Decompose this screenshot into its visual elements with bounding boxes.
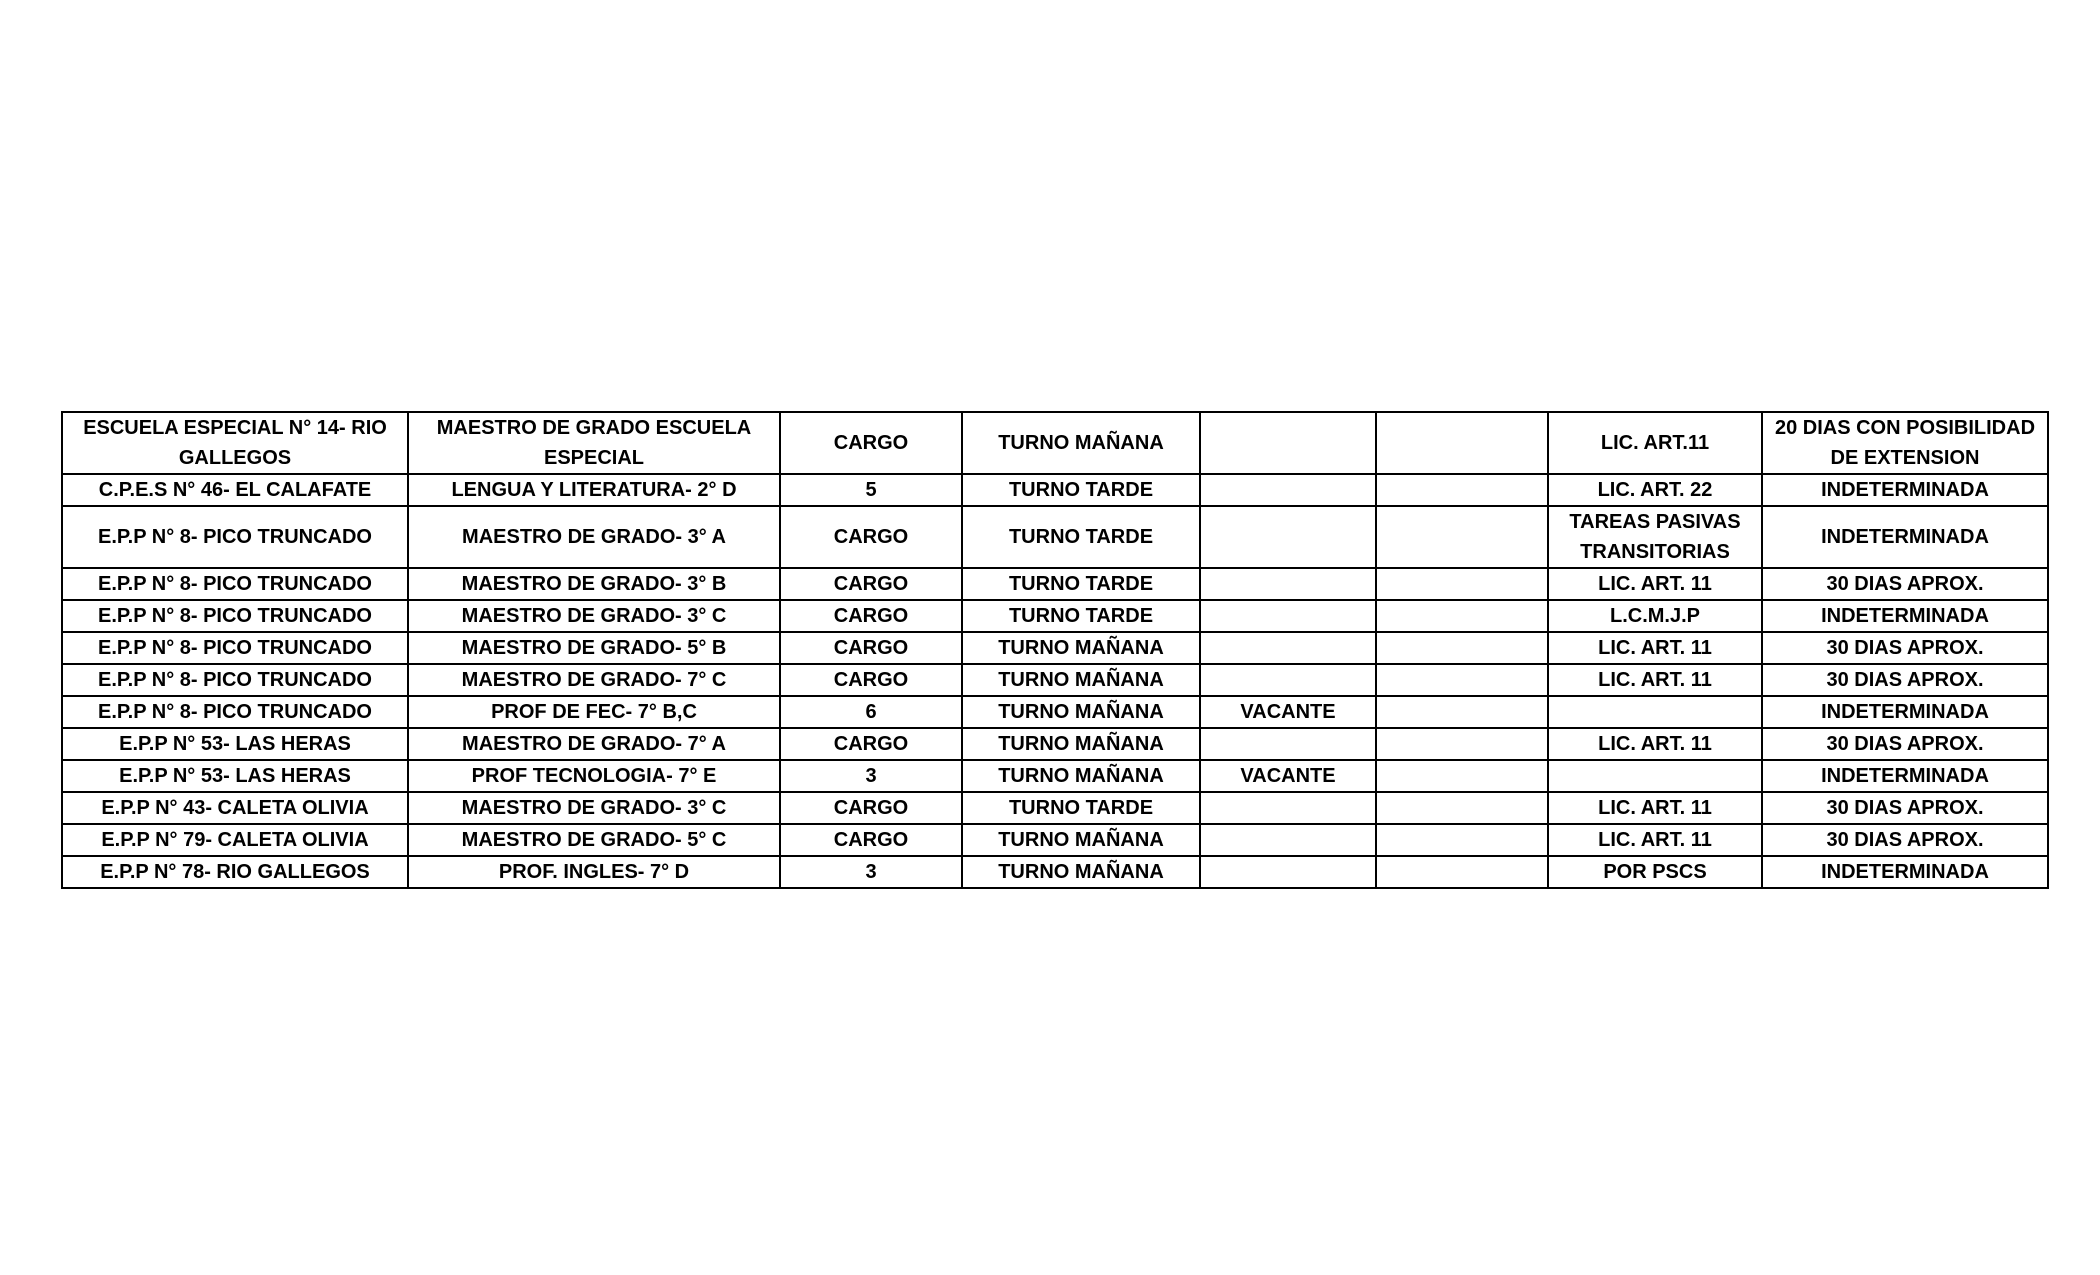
cell-situacion	[1200, 728, 1376, 760]
table-row	[62, 568, 2048, 600]
cell-escuela: E.P.P N° 8- PICO TRUNCADO	[62, 506, 408, 568]
cell-duracion: 30 DIAS APROX.	[1762, 824, 2048, 856]
table-row	[62, 474, 2048, 506]
cell-motivo: LIC. ART. 11	[1548, 632, 1762, 664]
cell-puesto: MAESTRO DE GRADO- 7° A	[408, 728, 780, 760]
cell-escuela: E.P.P N° 8- PICO TRUNCADO	[62, 632, 408, 664]
cell-extra	[1376, 856, 1548, 888]
cell-motivo: L.C.M.J.P	[1548, 600, 1762, 632]
cell-situacion	[1200, 568, 1376, 600]
cell-turno: TURNO TARDE	[962, 506, 1200, 568]
cell-extra	[1376, 412, 1548, 474]
cell-motivo: TAREAS PASIVAS TRANSITORIAS	[1548, 506, 1762, 568]
cell-extra	[1376, 632, 1548, 664]
cell-duracion: INDETERMINADA	[1762, 856, 2048, 888]
cell-escuela: E.P.P N° 53- LAS HERAS	[62, 760, 408, 792]
cell-extra	[1376, 664, 1548, 696]
cell-motivo: LIC. ART. 11	[1548, 824, 1762, 856]
cell-puesto: PROF TECNOLOGIA- 7° E	[408, 760, 780, 792]
cell-duracion: INDETERMINADA	[1762, 696, 2048, 728]
cell-extra	[1376, 600, 1548, 632]
cell-escuela: E.P.P N° 78- RIO GALLEGOS	[62, 856, 408, 888]
cell-situacion	[1200, 412, 1376, 474]
cell-situacion	[1200, 664, 1376, 696]
cell-motivo	[1548, 760, 1762, 792]
table-row	[62, 632, 2048, 664]
cell-duracion: 30 DIAS APROX.	[1762, 632, 2048, 664]
cell-duracion: INDETERMINADA	[1762, 600, 2048, 632]
cell-turno: TURNO MAÑANA	[962, 696, 1200, 728]
cell-horas: CARGO	[780, 824, 962, 856]
cell-horas: CARGO	[780, 792, 962, 824]
cell-motivo: LIC. ART. 11	[1548, 568, 1762, 600]
cell-extra	[1376, 506, 1548, 568]
cell-situacion	[1200, 632, 1376, 664]
vacancies-table	[61, 411, 2049, 889]
cell-horas: CARGO	[780, 568, 962, 600]
cell-duracion: 30 DIAS APROX.	[1762, 568, 2048, 600]
table-row	[62, 856, 2048, 888]
cell-extra	[1376, 824, 1548, 856]
cell-escuela: E.P.P N° 79- CALETA OLIVIA	[62, 824, 408, 856]
cell-situacion: VACANTE	[1200, 760, 1376, 792]
vacancies-sheet	[61, 411, 2049, 889]
cell-extra	[1376, 792, 1548, 824]
cell-duracion: 30 DIAS APROX.	[1762, 664, 2048, 696]
cell-situacion	[1200, 792, 1376, 824]
cell-horas: CARGO	[780, 506, 962, 568]
cell-extra	[1376, 696, 1548, 728]
cell-escuela: E.P.P N° 8- PICO TRUNCADO	[62, 696, 408, 728]
cell-puesto: MAESTRO DE GRADO- 5° C	[408, 824, 780, 856]
cell-puesto: MAESTRO DE GRADO- 3° B	[408, 568, 780, 600]
cell-duracion: 20 DIAS CON POSIBILIDAD DE EXTENSION	[1762, 412, 2048, 474]
cell-motivo: LIC. ART. 11	[1548, 792, 1762, 824]
cell-duracion: 30 DIAS APROX.	[1762, 792, 2048, 824]
cell-situacion	[1200, 856, 1376, 888]
cell-turno: TURNO TARDE	[962, 792, 1200, 824]
cell-situacion	[1200, 474, 1376, 506]
cell-puesto: PROF. INGLES- 7° D	[408, 856, 780, 888]
cell-duracion: INDETERMINADA	[1762, 760, 2048, 792]
cell-duracion: 30 DIAS APROX.	[1762, 728, 2048, 760]
cell-puesto: MAESTRO DE GRADO- 5° B	[408, 632, 780, 664]
table-row	[62, 824, 2048, 856]
cell-horas: 3	[780, 760, 962, 792]
cell-horas: CARGO	[780, 664, 962, 696]
cell-motivo	[1548, 696, 1762, 728]
cell-escuela: E.P.P N° 8- PICO TRUNCADO	[62, 664, 408, 696]
cell-turno: TURNO MAÑANA	[962, 856, 1200, 888]
cell-situacion	[1200, 506, 1376, 568]
cell-turno: TURNO MAÑANA	[962, 664, 1200, 696]
cell-motivo: LIC. ART. 11	[1548, 728, 1762, 760]
cell-motivo: LIC. ART. 22	[1548, 474, 1762, 506]
table-row	[62, 728, 2048, 760]
table-row	[62, 664, 2048, 696]
cell-puesto: MAESTRO DE GRADO- 3° C	[408, 792, 780, 824]
cell-extra	[1376, 568, 1548, 600]
cell-turno: TURNO TARDE	[962, 474, 1200, 506]
table-row	[62, 760, 2048, 792]
cell-turno: TURNO MAÑANA	[962, 632, 1200, 664]
cell-turno: TURNO MAÑANA	[962, 824, 1200, 856]
table-row	[62, 600, 2048, 632]
cell-horas: 5	[780, 474, 962, 506]
cell-puesto: MAESTRO DE GRADO- 3° A	[408, 506, 780, 568]
cell-turno: TURNO TARDE	[962, 600, 1200, 632]
cell-puesto: MAESTRO DE GRADO- 7° C	[408, 664, 780, 696]
cell-puesto: LENGUA Y LITERATURA- 2° D	[408, 474, 780, 506]
cell-horas: CARGO	[780, 632, 962, 664]
table-row	[62, 506, 2048, 568]
cell-motivo: LIC. ART. 11	[1548, 664, 1762, 696]
table-row	[62, 792, 2048, 824]
cell-puesto: MAESTRO DE GRADO- 3° C	[408, 600, 780, 632]
cell-extra	[1376, 474, 1548, 506]
cell-situacion	[1200, 824, 1376, 856]
cell-motivo: LIC. ART.11	[1548, 412, 1762, 474]
table-row	[62, 696, 2048, 728]
cell-escuela: E.P.P N° 8- PICO TRUNCADO	[62, 568, 408, 600]
cell-horas: CARGO	[780, 728, 962, 760]
cell-turno: TURNO MAÑANA	[962, 412, 1200, 474]
cell-situacion	[1200, 600, 1376, 632]
cell-escuela: E.P.P N° 43- CALETA OLIVIA	[62, 792, 408, 824]
cell-situacion: VACANTE	[1200, 696, 1376, 728]
cell-horas: 6	[780, 696, 962, 728]
cell-escuela: ESCUELA ESPECIAL N° 14- RIO GALLEGOS	[62, 412, 408, 474]
cell-escuela: E.P.P N° 8- PICO TRUNCADO	[62, 600, 408, 632]
table-row	[62, 412, 2048, 474]
cell-puesto: MAESTRO DE GRADO ESCUELA ESPECIAL	[408, 412, 780, 474]
cell-extra	[1376, 728, 1548, 760]
cell-motivo: POR PSCS	[1548, 856, 1762, 888]
cell-horas: 3	[780, 856, 962, 888]
cell-extra	[1376, 760, 1548, 792]
cell-horas: CARGO	[780, 412, 962, 474]
cell-escuela: C.P.E.S N° 46- EL CALAFATE	[62, 474, 408, 506]
cell-turno: TURNO TARDE	[962, 568, 1200, 600]
cell-duracion: INDETERMINADA	[1762, 474, 2048, 506]
cell-escuela: E.P.P N° 53- LAS HERAS	[62, 728, 408, 760]
cell-duracion: INDETERMINADA	[1762, 506, 2048, 568]
cell-horas: CARGO	[780, 600, 962, 632]
cell-puesto: PROF DE FEC- 7° B,C	[408, 696, 780, 728]
cell-turno: TURNO MAÑANA	[962, 760, 1200, 792]
cell-turno: TURNO MAÑANA	[962, 728, 1200, 760]
